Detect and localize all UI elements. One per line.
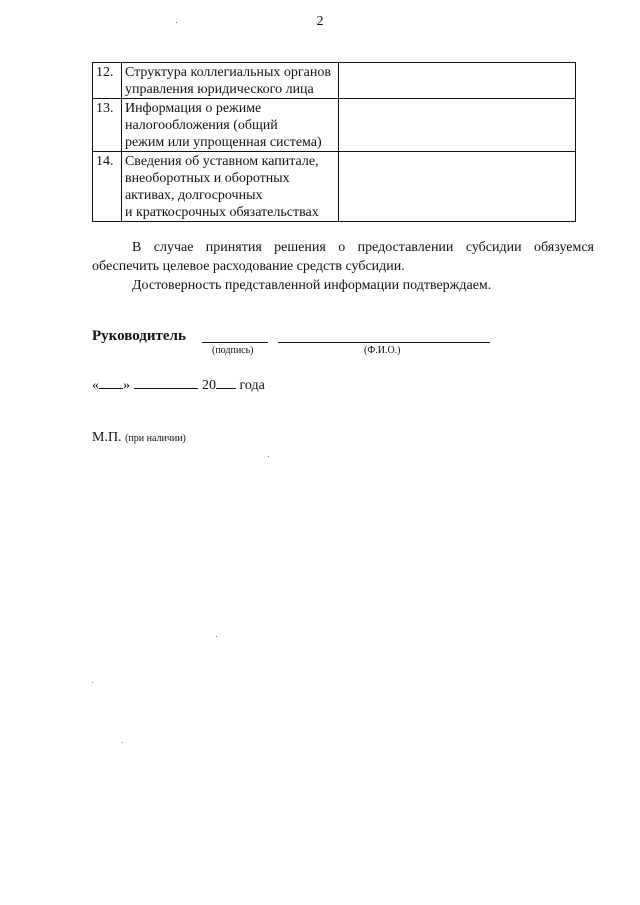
day-blank xyxy=(99,376,123,389)
row-number: 13. xyxy=(93,99,122,152)
confirmation-paragraph: Достоверность представленной информации подтверждаем. xyxy=(132,278,492,293)
scan-speck xyxy=(122,742,123,743)
row-value-cell[interactable] xyxy=(338,99,575,152)
row-label xyxy=(121,99,338,152)
scan-speck xyxy=(268,456,269,457)
commitment-line-2: обеспечить целевое расходование средств субсидии. xyxy=(92,259,405,274)
signature-caption: (подпись) xyxy=(212,345,254,356)
row-label xyxy=(121,63,338,99)
table-row xyxy=(93,99,576,152)
scan-speck xyxy=(92,682,93,683)
table-row xyxy=(93,63,576,99)
month-blank xyxy=(134,376,198,389)
year-blank xyxy=(216,376,236,389)
commitment-line-1: В случае принятия решения о предоставлении субсидии обязуемся xyxy=(132,240,594,255)
row-label-line: режим или упрощенная система) xyxy=(124,135,322,150)
row-number: 12. xyxy=(93,63,122,99)
full-name-caption: (Ф.И.О.) xyxy=(364,345,401,356)
signature-block xyxy=(92,328,512,368)
signature-label: Руководитель xyxy=(92,328,186,344)
row-label xyxy=(121,152,338,222)
commitment-paragraph xyxy=(92,238,594,276)
row-value-cell[interactable] xyxy=(338,152,575,222)
stamp-label: М.П. xyxy=(92,430,122,445)
year-suffix: года xyxy=(239,378,265,393)
table-row xyxy=(93,152,576,222)
page-number: 2 xyxy=(316,14,324,29)
row-label-line: Сведения об уставном капитале, xyxy=(124,154,319,169)
row-number: 14. xyxy=(93,152,122,222)
full-name-line xyxy=(278,342,490,343)
date-open-quote: « xyxy=(92,378,99,393)
scan-speck xyxy=(176,22,177,23)
row-label-line: Структура коллегиальных органов xyxy=(124,65,331,80)
scan-speck xyxy=(216,636,217,637)
date-close-quote: » xyxy=(123,378,130,393)
row-label-line: и краткосрочных обязательствах xyxy=(124,205,319,220)
year-prefix: 20 xyxy=(202,378,216,393)
row-value-cell[interactable] xyxy=(338,63,575,99)
row-label-line: Информация о режиме xyxy=(124,101,262,116)
stamp-note: (при наличии) xyxy=(125,433,186,444)
row-label-line: управления юридического лица xyxy=(124,82,314,97)
signature-line xyxy=(202,342,268,343)
row-label-line: активах, долгосрочных xyxy=(124,188,263,203)
date-line xyxy=(92,376,265,394)
info-table xyxy=(92,62,576,222)
row-label-line: внеоборотных и оборотных xyxy=(124,171,290,186)
row-label-line: налогообложения (общий xyxy=(124,118,278,133)
stamp-place xyxy=(92,430,186,446)
